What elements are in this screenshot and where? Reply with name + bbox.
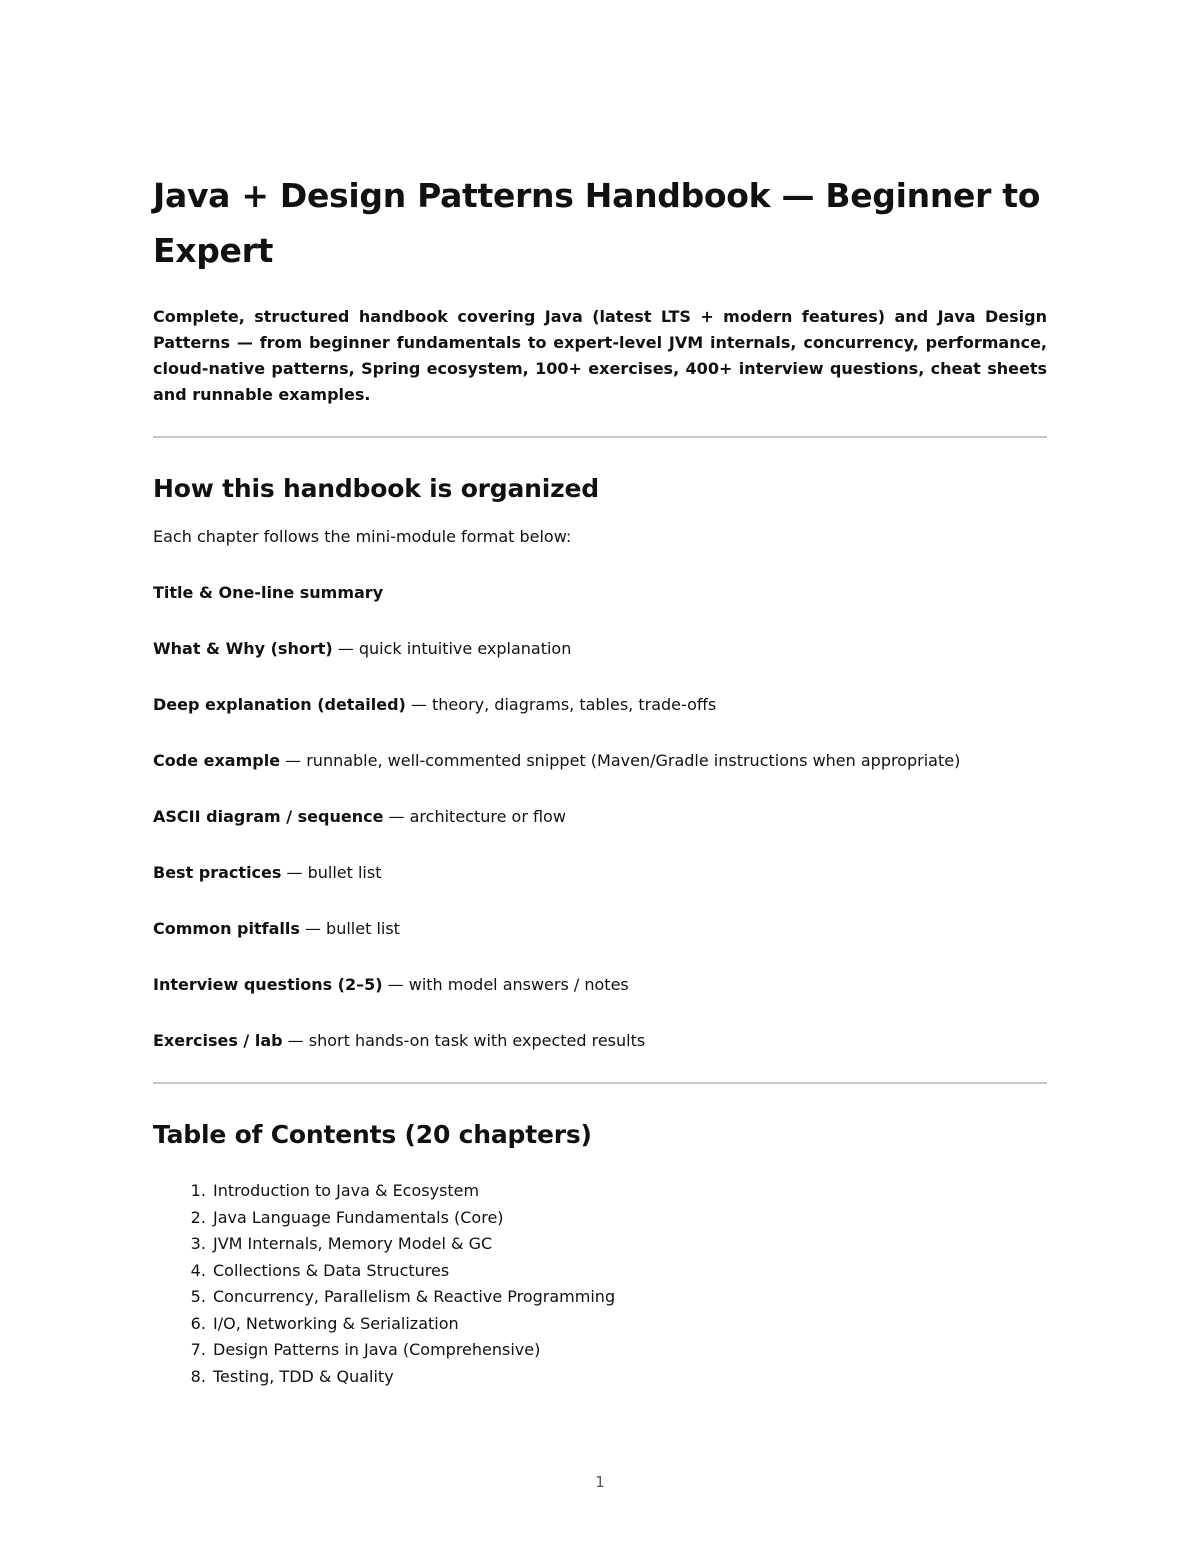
format-desc: — architecture or flow: [383, 807, 566, 826]
toc-list: [153, 1178, 1047, 1390]
format-item: [153, 806, 1047, 828]
format-item: [153, 582, 1047, 604]
format-term: Deep explanation (detailed): [153, 695, 406, 714]
section-divider: [153, 1082, 1047, 1084]
toc-item: 4. Collections & Data Structures: [211, 1258, 1047, 1285]
format-item: [153, 1030, 1047, 1052]
format-desc: — bullet list: [281, 863, 382, 882]
format-term: Interview questions (2–5): [153, 975, 383, 994]
page-number: 1: [595, 1473, 605, 1491]
format-term: ASCII diagram / sequence: [153, 807, 384, 826]
document-title: Java + Design Patterns Handbook — Beginner to Expert: [153, 176, 1041, 270]
format-item: [153, 638, 1047, 660]
section-divider: [153, 436, 1047, 438]
format-desc: — short hands-on task with expected results: [282, 1031, 646, 1050]
format-term: What & Why (short): [153, 639, 333, 658]
organization-lead: Each chapter follows the mini-module format below:: [153, 527, 572, 546]
format-item: [153, 694, 1047, 716]
document-intro: Complete, structured handbook covering Java (latest LTS + modern features) and Java Design Patterns — from beginner fundamentals to expert-level JVM internals, concurrency, performance, cloud-native patterns, Spring ecosystem, 100+ exercises, 400+ interview questions, cheat sheets and runnable examples.: [153, 307, 1047, 404]
format-item: [153, 974, 1047, 996]
format-desc: — with model answers / notes: [382, 975, 629, 994]
format-item: [153, 862, 1047, 884]
toc-item: 1. Introduction to Java & Ecosystem: [211, 1178, 1047, 1205]
format-term: Code example: [153, 751, 281, 770]
toc-item: 5. Concurrency, Parallelism & Reactive Programming: [211, 1284, 1047, 1311]
format-term: Best practices: [153, 863, 282, 882]
toc-item: 8. Testing, TDD & Quality: [211, 1364, 1047, 1391]
toc-item: 2. Java Language Fundamentals (Core): [211, 1205, 1047, 1232]
format-term: Common pitfalls: [153, 919, 300, 938]
format-term: Title & One-line summary: [153, 583, 384, 602]
format-desc: — theory, diagrams, tables, trade-offs: [405, 695, 717, 714]
organization-heading: How this handbook is organized: [153, 474, 599, 503]
toc-item: 7. Design Patterns in Java (Comprehensive): [211, 1337, 1047, 1364]
toc-item: 3. JVM Internals, Memory Model & GC: [211, 1231, 1047, 1258]
format-desc: — bullet list: [299, 919, 400, 938]
format-item: [153, 918, 1047, 940]
format-desc: — quick intuitive explanation: [332, 639, 572, 658]
toc-item: 6. I/O, Networking & Serialization: [211, 1311, 1047, 1338]
format-desc: — runnable, well-commented snippet (Maven/Gradle instructions when appropriate): [280, 751, 961, 770]
format-item: [153, 750, 1047, 772]
document-page: [153, 168, 1047, 1390]
format-term: Exercises / lab: [153, 1031, 283, 1050]
toc-heading: Table of Contents (20 chapters): [153, 1120, 592, 1149]
